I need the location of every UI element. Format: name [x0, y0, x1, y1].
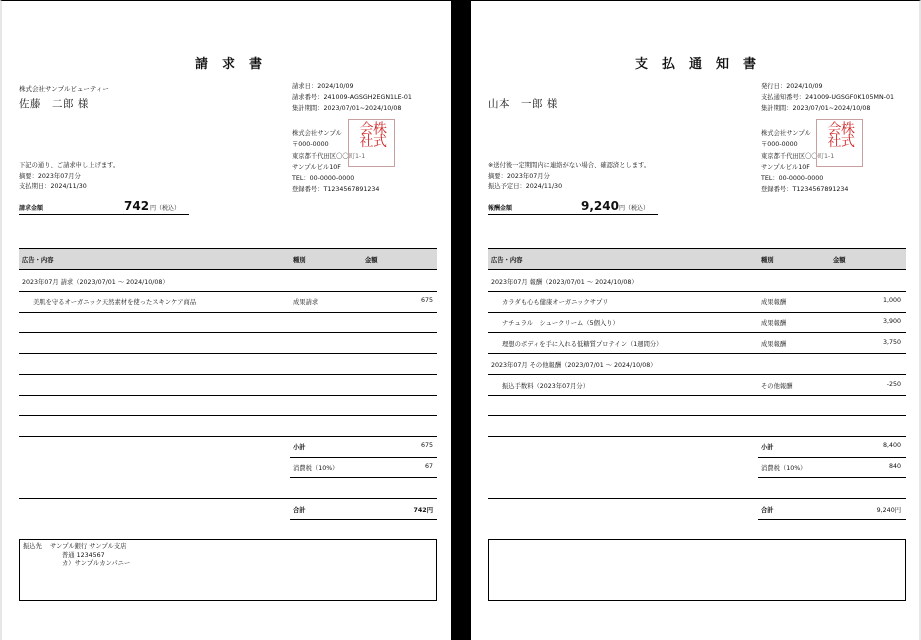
page-title: 請求書 — [195, 57, 277, 72]
divider — [488, 353, 906, 354]
divider — [488, 395, 906, 396]
sender-building: サンプルビル10F — [292, 163, 341, 171]
section-title: 2023年07月 その他報酬（2023/07/01 ～ 2024/10/08） — [491, 362, 657, 369]
total-amount-label: 請求金額 — [19, 205, 44, 212]
subtotal-value: 675 — [420, 442, 433, 449]
bank-label: 振込先 — [23, 543, 42, 550]
divider — [290, 477, 437, 478]
tax-value: 840 — [888, 463, 901, 470]
row-type: 成果報酬 — [761, 320, 787, 327]
tax-label: 消費税（10%） — [293, 465, 339, 472]
row-amount: 3,900 — [882, 318, 901, 325]
bank-details — [50, 543, 130, 569]
column-header-amount: 金額 — [833, 257, 846, 264]
page-title: 支払通知書 — [635, 57, 771, 72]
divider — [19, 312, 437, 313]
recipient-name: 山本 一郎 様 — [488, 98, 558, 110]
divider — [488, 291, 906, 292]
grand-total-label: 合計 — [761, 507, 774, 514]
row-type: その他報酬 — [761, 383, 793, 390]
divider — [19, 291, 437, 292]
divider — [19, 498, 437, 499]
grand-total-value: 742円 — [413, 507, 433, 514]
total-amount-label: 報酬金額 — [488, 205, 513, 212]
sender-company: 株式会社サンプル — [761, 130, 811, 137]
divider — [19, 436, 437, 437]
invoice-meta — [292, 81, 412, 114]
note-summary: 摘要：2023年07月分 — [19, 172, 81, 180]
row-content: 理想のボディを手に入れる低糖質プロテイン（1週間分） — [502, 341, 663, 348]
invoice-page — [0, 0, 451, 640]
row-content: ナチュラル シュークリーム（5個入り） — [502, 320, 619, 327]
row-type: 成果報酬 — [761, 341, 787, 348]
divider — [19, 415, 437, 416]
row-type: 成果報酬 — [761, 299, 787, 306]
notice-meta — [761, 81, 894, 114]
payment-notice-page — [471, 0, 921, 640]
billing-period: 集計期間：2023/07/01~2024/10/08 — [761, 105, 871, 112]
row-content: カラダも心も健康オーガニックサプリ — [502, 299, 609, 306]
sender-postal: 〒000-0000 — [761, 141, 798, 149]
divider — [488, 415, 906, 416]
divider — [758, 457, 906, 458]
sender-address: 東京都千代田区〇〇町1-1 — [761, 152, 835, 160]
note-message: ※送付後一定期間内に連絡がない場合、確認済とします。 — [488, 162, 651, 169]
divider — [19, 395, 437, 396]
subtotal-label: 小計 — [761, 444, 774, 451]
stamp-text: 株式 — [371, 121, 387, 146]
sender-company: 株式会社サンプル — [292, 130, 342, 137]
section-title: 2023年07月 報酬（2023/07/01 ～ 2024/10/08） — [491, 279, 638, 286]
billing-period: 集計期間：2023/07/01~2024/10/08 — [292, 105, 402, 112]
divider — [758, 477, 906, 478]
subtotal-label: 小計 — [293, 444, 306, 451]
total-amount-value: 742 — [124, 199, 150, 213]
divider — [488, 498, 906, 499]
sender-tel: TEL：00-0000-0000 — [761, 175, 824, 183]
bank-account: 普通 1234567 — [62, 551, 105, 559]
tax-value: 67 — [424, 463, 433, 470]
divider — [290, 519, 437, 520]
bank-name: サンプル銀行 サンプル支店 — [50, 543, 127, 550]
divider — [19, 214, 189, 215]
divider — [19, 332, 437, 333]
row-amount: 675 — [420, 297, 433, 304]
divider — [19, 374, 437, 375]
column-header-type: 種別 — [761, 257, 774, 264]
tax-label: 消費税（10%） — [761, 465, 807, 472]
section-title: 2023年07月 請求（2023/07/01 ～ 2024/10/08） — [22, 279, 169, 286]
sender-registration: 登録番号：T1234567891234 — [292, 186, 380, 194]
sender-postal: 〒000-0000 — [292, 141, 329, 149]
row-content: 振込手数料（2023年07月分） — [502, 383, 590, 390]
divider — [488, 312, 906, 313]
divider — [488, 214, 658, 215]
remarks-box — [488, 539, 906, 601]
note-message: 下記の通り、ご請求申し上げます。 — [19, 162, 120, 169]
company-seal-stamp — [816, 119, 863, 167]
total-amount-unit: 円（税込） — [150, 205, 181, 212]
stamp-text: 会社 — [825, 121, 842, 146]
company-seal-stamp — [348, 119, 395, 167]
divider — [758, 519, 906, 520]
column-header-content: 広告・内容 — [22, 257, 54, 264]
divider — [488, 374, 906, 375]
sender-registration: 登録番号：T1234567891234 — [761, 186, 849, 194]
divider — [488, 436, 906, 437]
grand-total-label: 合計 — [293, 507, 306, 514]
row-amount: -250 — [886, 381, 901, 388]
row-content: 美肌を守るオーガニック天然素材を使ったスキンケア商品 — [33, 299, 197, 306]
bank-holder: カ）サンプルカンパニー — [62, 560, 131, 567]
row-type: 成果請求 — [293, 299, 319, 306]
stamp-text: 株式 — [839, 121, 855, 146]
issue-date: 請求日：2024/10/09 — [292, 83, 354, 90]
note-transfer-date: 振込予定日：2024/11/30 — [488, 183, 563, 190]
note-due-date: 支払期日：2024/11/30 — [19, 183, 87, 190]
recipient-name: 佐藤 二郎 様 — [19, 98, 89, 110]
notice-number: 支払通知番号：241009-UGSGF0K105MN-01 — [761, 94, 894, 101]
divider — [19, 353, 437, 354]
sender-tel: TEL：00-0000-0000 — [292, 175, 355, 183]
recipient-company: 株式会社サンプルビューティー — [19, 85, 109, 93]
sender-building: サンプルビル10F — [761, 163, 810, 171]
issue-date: 発行日：2024/10/09 — [761, 83, 823, 90]
stamp-text: 会社 — [357, 121, 374, 146]
row-amount: 1,000 — [882, 297, 901, 304]
notice-notes — [488, 161, 650, 193]
divider — [488, 332, 906, 333]
grand-total-value: 9,240円 — [876, 507, 901, 514]
total-amount-value: 9,240 — [581, 199, 619, 213]
total-amount-unit: 円（税込） — [619, 205, 650, 212]
invoice-notes — [19, 161, 119, 193]
divider — [290, 457, 437, 458]
row-amount: 3,750 — [882, 339, 901, 346]
note-summary: 摘要：2023年07月分 — [488, 172, 550, 180]
column-header-type: 種別 — [293, 257, 306, 264]
column-header-amount: 金額 — [365, 257, 378, 264]
sender-address: 東京都千代田区〇〇町1-1 — [292, 152, 366, 160]
column-header-content: 広告・内容 — [491, 257, 523, 264]
subtotal-value: 8,400 — [882, 442, 901, 449]
invoice-number: 請求番号：241009-AGSGH2EGN1LE-01 — [292, 94, 412, 101]
